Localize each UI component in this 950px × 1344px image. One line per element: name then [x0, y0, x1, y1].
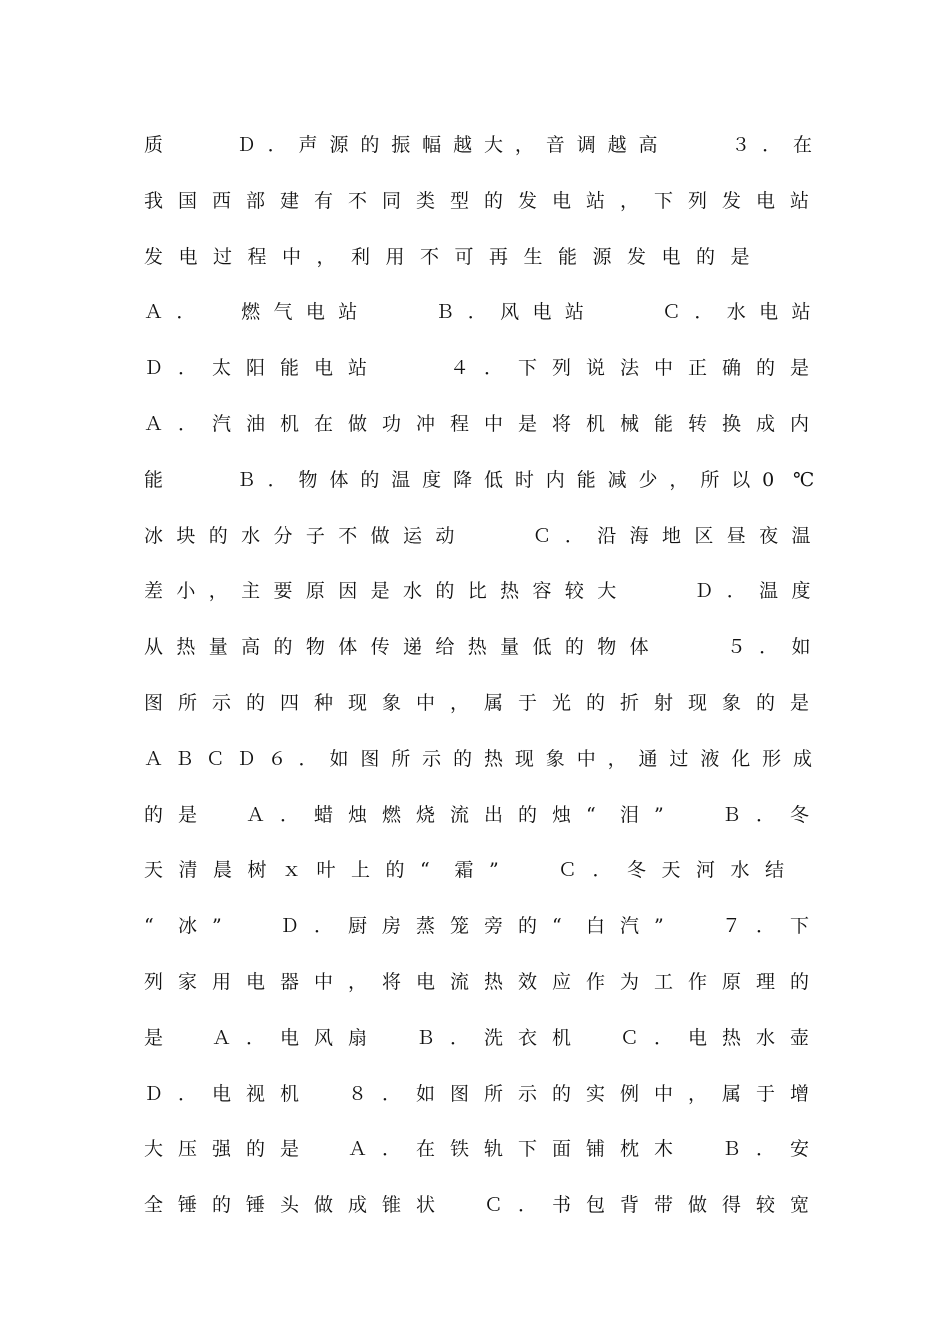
text-line: 差 小 ， 主 要 原 因 是 水 的 比 热 容 较 大 Ｄ ． 温 度	[144, 580, 811, 603]
text-line: 我 国 西 部 建 有 不 同 类 型 的 发 电 站 ， 下 列 发 电 站	[144, 189, 810, 212]
text-line: 发 电 过 程 中 ， 利 用 不 可 再 生 能 源 发 电 的 是	[144, 245, 750, 268]
text-line: 冰 块 的 水 分 子 不 做 运 动 Ｃ ． 沿 海 地 区 昼 夜 温	[144, 524, 811, 547]
body-text	[144, 128, 824, 1244]
text-line: 的 是 Ａ ． 蜡 烛 燃 烧 流 出 的 烛 “ 泪 ” Ｂ ． 冬	[144, 803, 810, 826]
text-line: 天 清 晨 树 ｘ 叶 上 的 “ 霜 ” Ｃ ． 冬 天 河 水 结	[144, 859, 785, 882]
text-line: “ 冰 ” Ｄ ． 厨 房 蒸 笼 旁 的 “ 白 汽 ” ７ ． 下	[144, 915, 810, 938]
text-line: 从 热 量 高 的 物 体 传 递 给 热 量 低 的 物 体 ５ ． 如	[144, 636, 811, 659]
text-line: Ｄ ． 太 阳 能 电 站 ４ ． 下 列 说 法 中 正 确 的 是	[144, 357, 810, 380]
text-line: Ａ Ｂ Ｃ Ｄ ６ ． 如 图 所 示 的 热 现 象 中 ， 通 过 液 化 形 成	[144, 747, 813, 770]
text-line: 能 Ｂ ． 物 体 的 温 度 降 低 时 内 能 减 少 ， 所 以 0 ℃	[144, 468, 815, 491]
text-line: Ａ ． 燃 气 电 站 Ｂ ． 风 电 站 Ｃ ． 水 电 站	[144, 301, 811, 324]
text-line: 大 压 强 的 是 Ａ ． 在 铁 轨 下 面 铺 枕 木 Ｂ ． 安	[144, 1138, 810, 1161]
text-line: 是 Ａ ． 电 风 扇 Ｂ ． 洗 衣 机 Ｃ ． 电 热 水 壶	[144, 1026, 810, 1049]
text-line: 图 所 示 的 四 种 现 象 中 ， 属 于 光 的 折 射 现 象 的 是	[144, 691, 810, 714]
text-line: 列 家 用 电 器 中 ， 将 电 流 热 效 应 作 为 工 作 原 理 的	[144, 970, 810, 993]
text-line: 全 锤 的 锤 头 做 成 锥 状 Ｃ ． 书 包 背 带 做 得 较 宽	[144, 1194, 810, 1217]
text-line: 质 Ｄ ． 声 源 的 振 幅 越 大 ， 音 调 越 高 ３ ． 在	[144, 134, 813, 156]
text-line: Ｄ ． 电 视 机 ８ ． 如 图 所 示 的 实 例 中 ， 属 于 增	[144, 1082, 810, 1105]
text-line: Ａ ． 汽 油 机 在 做 功 冲 程 中 是 将 机 械 能 转 换 成 内	[144, 412, 810, 435]
